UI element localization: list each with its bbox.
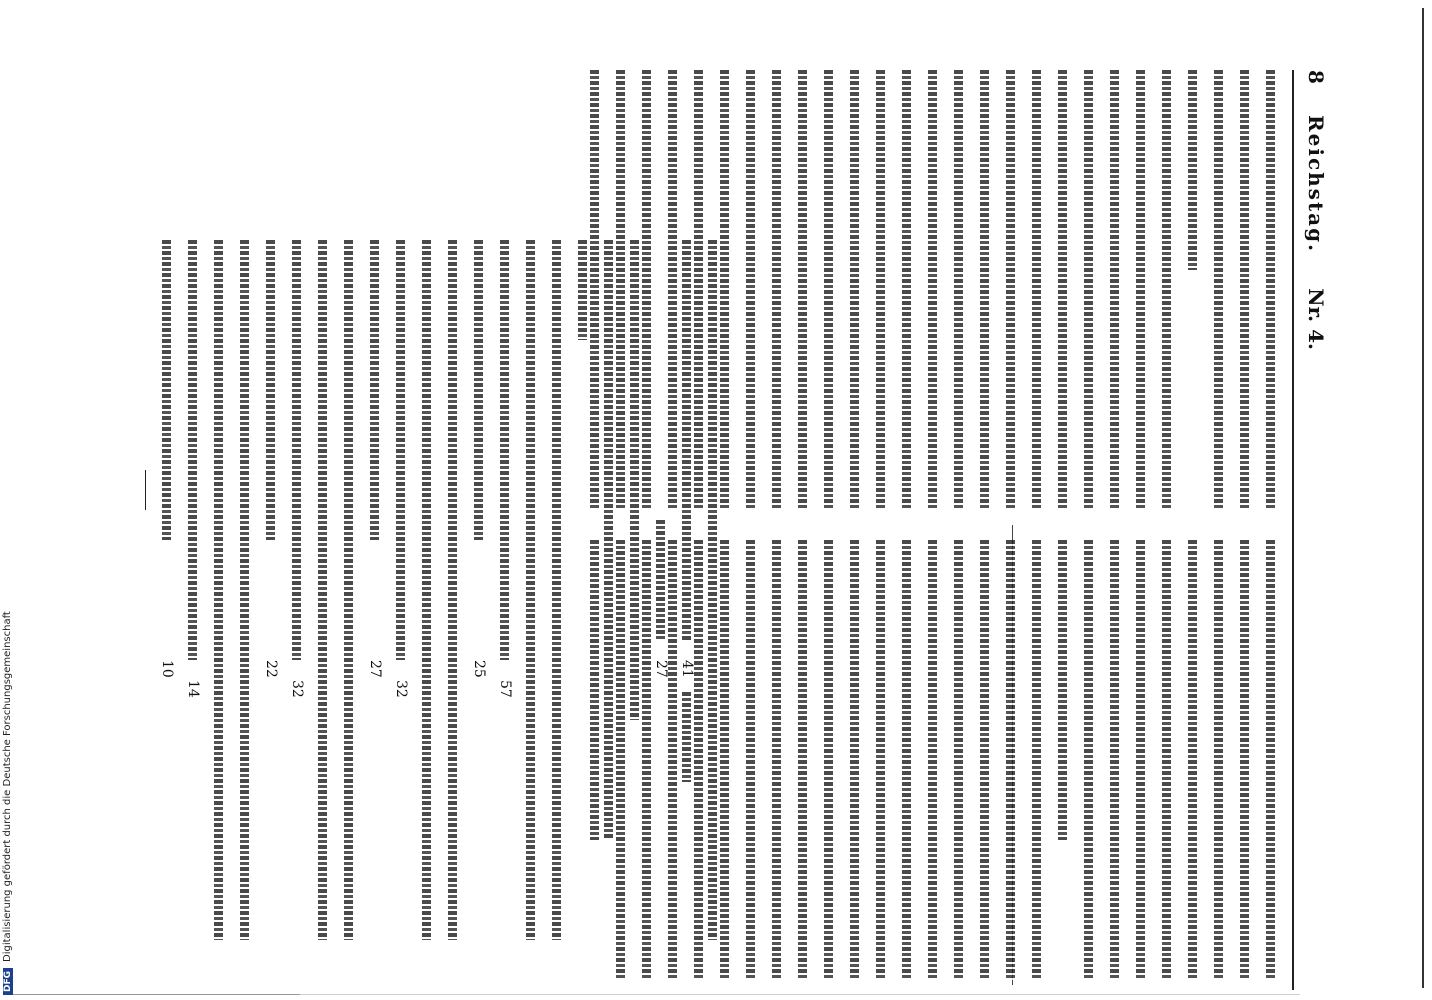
header-title: Reichstag. xyxy=(1304,115,1328,254)
bottom-rule-2 xyxy=(300,994,1300,995)
statistics-list xyxy=(148,240,720,940)
stat-value: 14 xyxy=(185,680,201,698)
dfg-logo: DFG xyxy=(3,968,13,995)
stat-value: 25 xyxy=(471,660,487,678)
page-header xyxy=(1300,70,1328,970)
stat-value: 32 xyxy=(289,680,305,698)
stat-value: 27 xyxy=(653,660,669,678)
page-number: 8 xyxy=(1304,70,1328,84)
stat-value: 41 xyxy=(679,660,695,678)
stat-value: 10 xyxy=(159,660,175,678)
separator-mark xyxy=(145,470,146,510)
stat-value: 22 xyxy=(263,660,279,678)
stat-value: 32 xyxy=(393,680,409,698)
digitization-credit xyxy=(2,611,13,995)
header-issue: Nr. 4. xyxy=(1304,288,1328,350)
page-edge-rule xyxy=(1422,8,1424,988)
stat-value: 27 xyxy=(367,660,383,678)
stat-value: 57 xyxy=(497,680,513,698)
header-rule xyxy=(1292,70,1294,990)
bottom-rule xyxy=(10,994,300,995)
credit-text: Digitalisierung gefördert durch die Deutsche Forschungsgemeinschaft xyxy=(2,611,13,962)
